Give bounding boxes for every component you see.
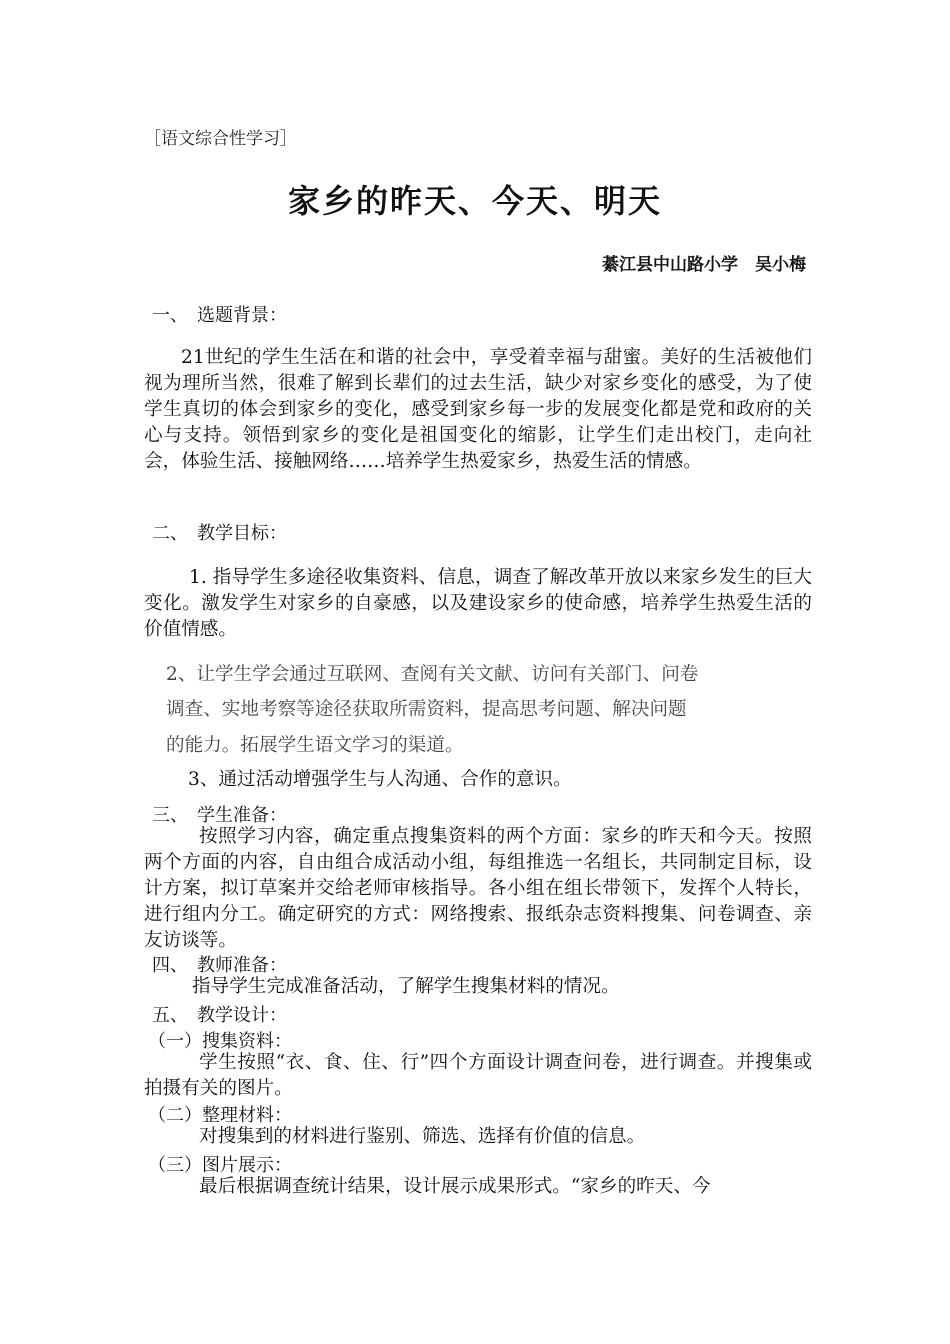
design-sub-heading-3: （三）图片展示： [148,1155,292,1176]
design-sub-paragraph-3: 最后根据调查统计结果，设计展示成果形式。“家乡的昨天、今 [199,1176,711,1197]
background-paragraph: 21世纪的学生生活在和谐的社会中，享受着幸福与甜蜜。美好的生活被他们视为理所当然，很难了解到长辈们的过去生活，缺少对家乡变化的感受，为了使学生真切的体会到家乡的变化，感受到家乡每一步的发展变化都是党和政府的关心与支持。领悟到家乡的变化是祖国变化的缩影，让学生们走出校门，走向社会，体验生活、接触网络……培养学生热爱家乡，热爱生活的情感。 [144,347,812,472]
section-heading-background: 一、 选题背景： [152,305,287,326]
section-heading-teacher-prep: 四、 教师准备： [152,955,287,976]
goal-item-3: 3、通过活动增强学生与人沟通、合作的意识。 [188,769,572,790]
goal-item-2-line-1: 2、让学生学会通过互联网、查阅有关文献、访问有关部门、问卷 [166,664,699,685]
goal-item-1: 1. 指导学生多途径收集资料、信息，调查了解改革开放以来家乡发生的巨大变化。激发学生对家乡的自豪感，以及建设家乡的使命感，培养学生热爱生活的价值情感。 [144,567,812,640]
document-title: 家乡的昨天、今天、明天 [287,182,662,220]
section-heading-student-prep: 三、 学生准备： [152,805,287,826]
design-sub-paragraph-2: 对搜集到的材料进行鉴别、筛选、选择有价值的信息。 [199,1126,646,1147]
section-heading-design: 五、 教学设计： [152,1005,287,1026]
student-prep-paragraph: 按照学习内容，确定重点搜集资料的两个方面：家乡的昨天和今天。按照两个方面的内容，自由组合成活动小组，每组推选一名组长，共同制定目标，设计方案，拟订草案并交给老师审核指导。各小组在组长带领下，发挥个人特长，进行组内分工。确定研究的方式：网络搜索、报纸杂志资料搜集、问卷调查、亲友访谈等。 [144,826,812,951]
design-sub-paragraph-1: 学生按照“衣、食、住、行”四个方面设计调查问卷，进行调查。并搜集或拍摄有关的图片。 [144,1052,812,1099]
goal-item-2-line-2: 调查、实地考察等途径获取所需资料，提高思考问题、解决问题 [166,699,687,720]
document-author: 綦江县中山路小学 吴小梅 [602,255,806,275]
goal-item-2-line-3: 的能力。拓展学生语文学习的渠道。 [166,735,464,756]
teacher-prep-paragraph: 指导学生完成准备活动，了解学生搜集材料的情况。 [192,976,620,997]
design-sub-heading-1: （一）搜集资料： [148,1031,292,1052]
section-heading-goals: 二、 教学目标： [152,523,287,544]
design-sub-heading-2: （二）整理材料： [148,1105,292,1126]
document-tag: ［语文综合性学习］ [144,129,297,149]
